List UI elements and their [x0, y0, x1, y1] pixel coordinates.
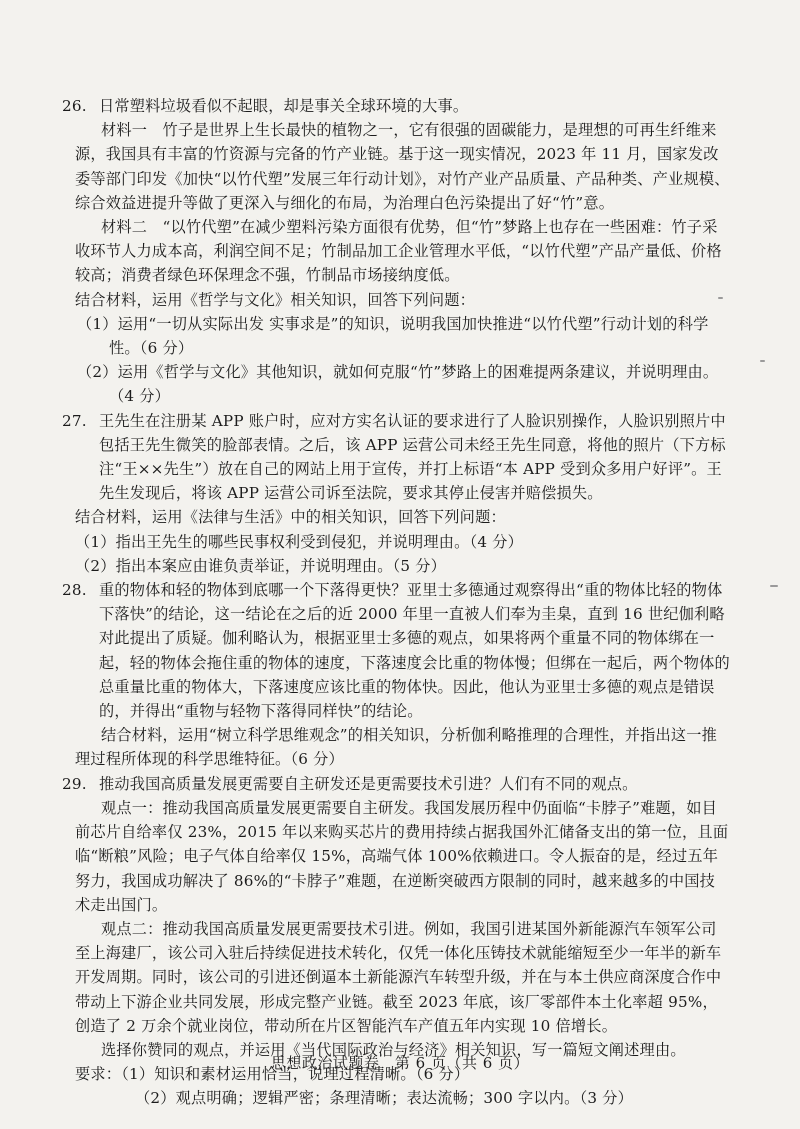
page-content: [62, 94, 730, 1111]
scan-speck: [718, 297, 723, 299]
question-number: 26.: [62, 97, 87, 115]
q29-requirement-1: 要求：（1）知识和素材运用恰当，说理过程清晰。（6 分）: [75, 1065, 470, 1084]
question-number: 29.: [62, 774, 87, 793]
question-number: 27.: [62, 411, 87, 430]
question-29-stem: [62, 772, 730, 796]
question-number: 28.: [62, 581, 87, 600]
q27-subquestion-2: （2）指出本案应由谁负责举证，并说明理由。（5 分）: [75, 556, 447, 575]
q27-instruction: 结合材料，运用《法律与生活》中的相关知识，回答下列问题：: [75, 508, 506, 527]
question-26-stem: [62, 94, 730, 118]
q27-subquestion-1: （1）指出王先生的哪些民事权利受到侵犯，并说明理由。（4 分）: [75, 532, 524, 551]
scan-speck: [760, 360, 765, 362]
q26-instruction: 结合材料，运用《哲学与文化》相关知识，回答下列问题：: [75, 290, 476, 309]
scan-speck: [770, 585, 778, 587]
page-footer: 思想政治试题卷 第 6 页（共 6 页）: [270, 1054, 530, 1072]
q26-material-2: 材料二 “以竹代塑”在减少塑料污染方面很有优势，但“竹”梦路上也存在一些困难：竹子采收环节人力成本高，利润空间不足；竹制品加工企业管理水平低，“以竹代塑”产品产量低、价格较高；消费者绿色环保理念不强，竹制品市场接纳度低。: [75, 218, 722, 285]
question-28-stem: [62, 578, 730, 723]
question-text: 推动我国高质量发展更需要自主研发还是更需要技术引进？人们有不同的观点。: [99, 774, 638, 793]
q29-view-1: 观点一：推动我国高质量发展更需要自主研发。我国发展历程中仍面临“卡脖子”难题，如目前芯片自给率仅 23%，2015 年以来购买芯片的费用持续占据我国外汇储备支出的第一位，且面临“断粮”风险；电子气体自给率仅 15%，高端气体 100%依赖进口。令人振奋的是，经过五年努力，我国成功解决了 86%的“卡脖子”难题，在逆断突破西方限制的同时，越来越多的中国技术走出国门。: [75, 798, 729, 914]
question-text: 王先生在注册某 APP 账户时，应对方实名认证的要求进行了人脸识别操作，人脸识别照片中包括王先生微笑的脸部表情。之后，该 APP 运营公司未经王先生同意，将他的照片（下方标注“王××先生”）放在自己的网站上用于宣传，并打上标语“本 APP 受到众多用户好评”。王先生发现后，将该 APP 运营公司诉至法院，要求其停止侵害并赔偿损失。: [99, 411, 726, 503]
question-text: 日常塑料垃圾看似不起眼，却是事关全球环境的大事。: [99, 97, 469, 115]
q29-requirement-2: （2）观点明确；逻辑严密；条理清晰；表达流畅；300 字以内。（3 分）: [135, 1089, 634, 1108]
question-text: 重的物体和轻的物体到底哪一个下落得更快？亚里士多德通过观察得出“重的物体比轻的物体下落快”的结论，这一结论在之后的近 2000 年里一直被人们奉为圭臬，直到 16 世纪伽利略对此提出了质疑。伽利略认为，根据亚里士多德的观点，如果将两个重量不同的物体绑在一起，轻的物体会拖住重的物体的速度，下落速度会比重的物体慢；但绑在一起后，两个物体的总重量比重的物体大，下落速度应该比重的物体快。因此，他认为亚里士多德的观点是错误的，并得出“重物与轻物下落得同样快”的结论。: [99, 581, 730, 721]
question-27-stem: [62, 409, 730, 506]
q29-view-2: 观点二：推动我国高质量发展更需要技术引进。例如，我国引进某国外新能源汽车领军公司至上海建厂，该公司入驻后持续促进技术转化，仅凭一体化压铸技术就能缩短至少一年半的新车开发周期。同时，该公司的引进还倒逼本土新能源汽车转型升级，并在与本土供应商深度合作中带动上下游企业共同发展，形成完整产业链。截至 2023 年底，该厂零部件本土化率超 95%，创造了 2 万余个就业岗位，带动所在片区智能汽车产值五年内实现 10 倍增长。: [75, 919, 722, 1035]
q29-instruction: 选择你赞同的观点，并运用《当代国际政治与经济》相关知识，写一篇短文阐述理由。: [101, 1040, 686, 1059]
q26-subquestion-1: （1）运用“一切从实际出发 实事求是”的知识，说明我国加快推进“以竹代塑”行动计划的科学性。（6 分）: [77, 314, 709, 358]
q26-material-1: 材料一 竹子是世界上生长最快的植物之一，它有很强的固碳能力，是理想的可再生纤维来源，我国具有丰富的竹资源与完备的竹产业链。基于这一现实情况，2023 年 11 月，国家发改委等部门印发《加快“以竹代塑”发展三年行动计划》，对竹产业产品质量、产品种类、产业规模、综合效益进提升等做了更深入与细化的布局，为治理白色污染提出了好“竹”意。: [75, 121, 730, 212]
q26-subquestion-2: （2）运用《哲学与文化》其他知识，就如何克服“竹”梦路上的困难提两条建议，并说明理由。（4 分）: [77, 363, 719, 406]
q28-instruction: 结合材料，运用“树立科学思维观念”的相关知识，分析伽利略推理的合理性，并指出这一推理过程所体现的科学思维特征。（6 分）: [75, 726, 718, 769]
